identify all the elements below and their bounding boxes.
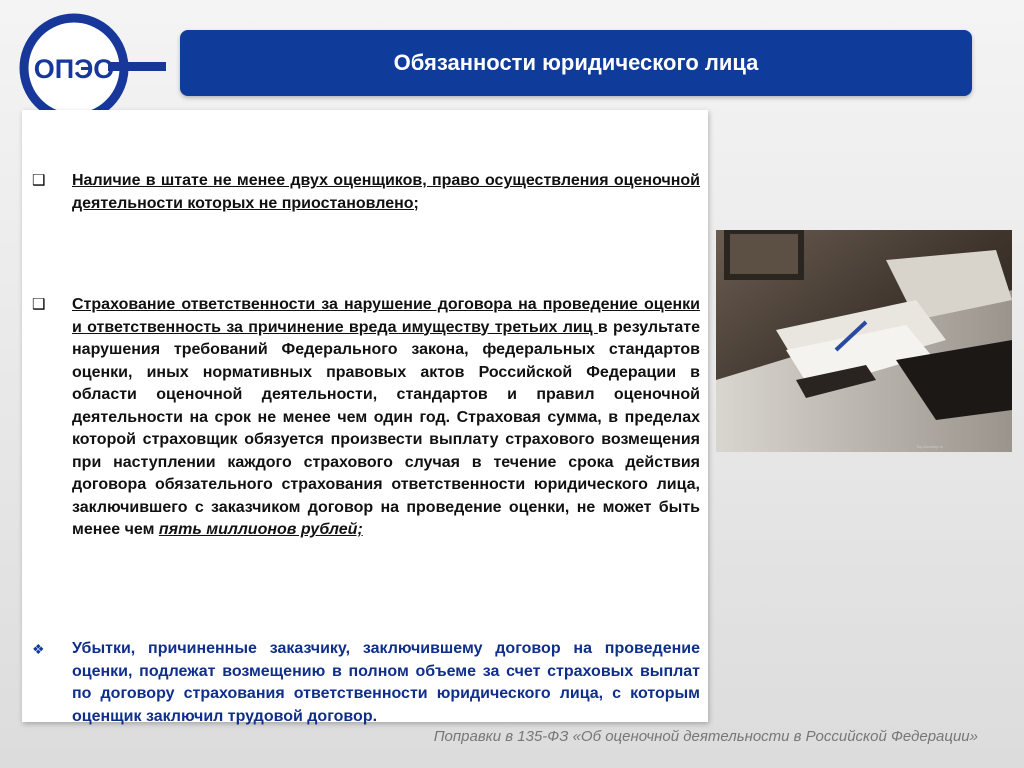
logo-text: ОПЭО	[33, 54, 115, 84]
checkbox-bullet-icon: ❑	[32, 296, 46, 313]
list-item-staff	[30, 170, 700, 215]
list-item-losses	[30, 638, 700, 728]
checkbox-bullet-icon: ❑	[32, 172, 46, 189]
item-text	[72, 170, 700, 215]
item-text: Убытки, причиненные заказчику, заключившему договор на проведение оценки, подлежат возмещению в полном объеме за счет страховых выплат по договору страхования ответственности юридического лица, с которым оценщик заключил трудовой договор.	[72, 640, 700, 725]
content-panel	[22, 110, 708, 725]
page-title: Обязанности юридического лица	[393, 50, 759, 75]
photo-caption: Top-Desktop.ru	[916, 444, 944, 449]
desk-photo	[716, 230, 1012, 452]
item-emphasis-text: пять миллионов рублей;	[158, 521, 363, 538]
company-logo	[18, 12, 168, 124]
footer-note: Поправки в 135-ФЗ «Об оценочной деятельности в Российской Федерации»	[433, 728, 978, 745]
diamond-bullet-icon: ❖	[32, 641, 45, 657]
item-body-text: в результате нарушения требований Федерального закона, федеральных стандартов оценки, иных нормативных правовых актов Российской Федерации в области оценочной деятельности, стандартов и правил оценочной деятельности на срок не менее чем один год. Страховая сумма, в пределах которой страховщик обязуется произвести выплату страхового возмещения при наступлении каждого страхового случая в течение срока действия договора обязательного страхования ответственности юридического лица, заключившего с заказчиком договор на проведение оценки, не может быть менее чем	[72, 318, 700, 538]
item-text	[72, 294, 700, 542]
list-item-insurance	[30, 294, 700, 542]
item-underlined-text: Наличие в штате не менее двух оценщиков, право осуществления оценочной деятельности которых не приостановлено;	[72, 172, 700, 212]
item-underlined-text: Страхование ответственности за нарушение договора на проведение оценки и ответственность за причинение вреда имуществу третьих лиц	[72, 296, 700, 336]
title-bar	[180, 30, 972, 96]
